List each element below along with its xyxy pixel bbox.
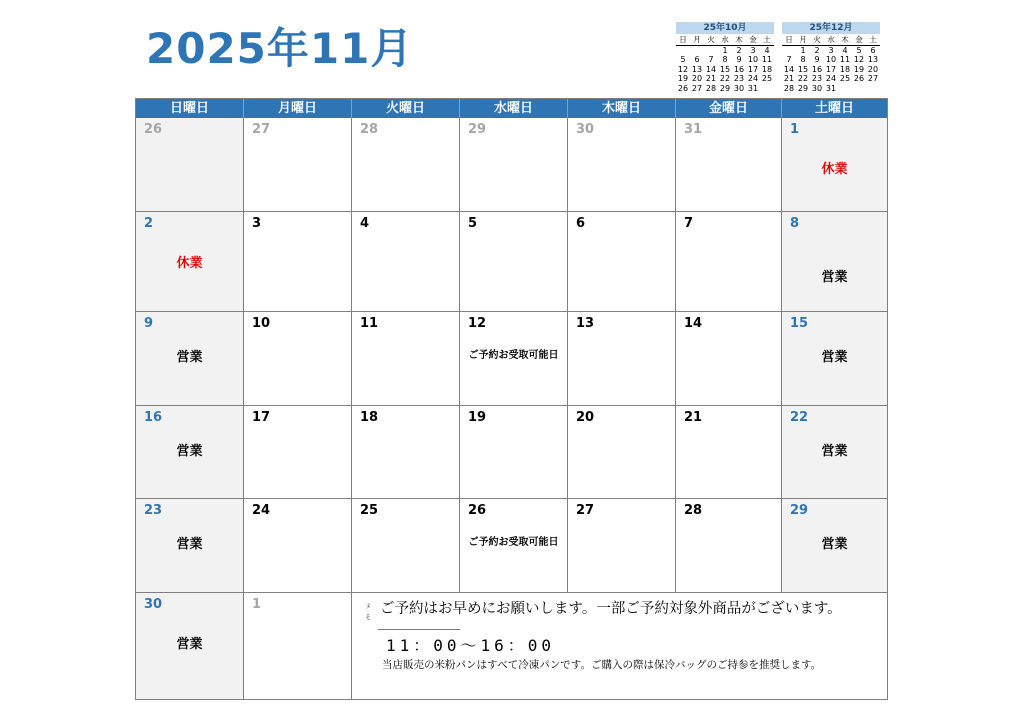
day-cell[interactable] xyxy=(460,499,568,593)
mini-day: 27 xyxy=(691,83,703,93)
mini-day xyxy=(782,46,796,56)
mini-calendar-label: 25年10月 xyxy=(676,22,774,34)
day-cell[interactable] xyxy=(136,118,244,212)
day-number: 23 xyxy=(144,503,163,518)
day-cell[interactable] xyxy=(136,212,244,312)
weekday-tue: 火曜日 xyxy=(352,99,460,118)
weekday-wed: 水曜日 xyxy=(460,99,568,118)
day-number: 25 xyxy=(360,503,379,518)
mini-day: 15 xyxy=(797,64,809,74)
mini-day: 19 xyxy=(853,64,865,74)
day-number: 8 xyxy=(790,216,800,231)
mini-weekday: 日 xyxy=(782,35,796,46)
day-cell[interactable] xyxy=(352,499,460,593)
mini-day: 2 xyxy=(814,45,820,55)
mini-weekday: 月 xyxy=(796,35,810,46)
day-cell[interactable] xyxy=(568,406,676,499)
pickup-note: ご予約お受取可能日 xyxy=(468,537,559,548)
mini-weekday: 水 xyxy=(718,35,732,46)
mini-day: 9 xyxy=(814,55,820,64)
day-cell[interactable] xyxy=(782,212,887,312)
mini-weekday: 水 xyxy=(824,35,838,46)
day-number: 1 xyxy=(790,122,800,137)
mini-day: 31 xyxy=(825,83,837,93)
day-cell[interactable] xyxy=(244,312,352,406)
day-cell[interactable] xyxy=(352,118,460,212)
day-number: 5 xyxy=(468,216,478,231)
mini-day: 22 xyxy=(719,74,731,83)
day-cell[interactable] xyxy=(244,212,352,312)
mini-day: 5 xyxy=(856,45,862,55)
mini-calendar-prev xyxy=(676,22,774,93)
mini-day: 23 xyxy=(811,74,823,83)
mini-day: 27 xyxy=(867,74,879,83)
mini-day xyxy=(838,84,852,94)
mini-day: 29 xyxy=(719,83,731,93)
day-number: 24 xyxy=(252,503,271,518)
mini-day xyxy=(704,46,718,56)
calendar-week-3 xyxy=(136,312,887,406)
day-status: 営業 xyxy=(176,350,203,365)
mini-day: 26 xyxy=(853,74,865,83)
day-cell[interactable] xyxy=(460,406,568,499)
mini-day: 4 xyxy=(842,45,848,55)
day-number: 13 xyxy=(576,316,595,331)
day-number: 22 xyxy=(790,410,809,425)
mini-day: 1 xyxy=(722,45,728,55)
mini-day: 14 xyxy=(705,64,717,74)
mini-day: 13 xyxy=(867,55,879,64)
mini-day: 5 xyxy=(680,55,686,64)
weekday-sun: 日曜日 xyxy=(136,99,244,118)
day-status: 営業 xyxy=(821,537,848,552)
calendar-week-1 xyxy=(136,118,887,212)
mini-weekday: 火 xyxy=(810,35,824,46)
mini-weekday: 金 xyxy=(746,35,760,46)
mini-day: 16 xyxy=(733,64,745,74)
day-number: 3 xyxy=(252,216,262,231)
memo-label: ﾒﾓ xyxy=(366,602,370,622)
mini-day: 20 xyxy=(691,74,703,83)
day-number: 14 xyxy=(684,316,703,331)
day-number: 26 xyxy=(468,503,487,518)
day-cell[interactable] xyxy=(568,118,676,212)
mini-day: 18 xyxy=(761,64,773,74)
mini-day: 23 xyxy=(733,74,745,83)
mini-day: 12 xyxy=(853,55,865,64)
day-status: 営業 xyxy=(821,350,848,365)
day-number: 7 xyxy=(684,216,694,231)
day-number: 15 xyxy=(790,316,809,331)
day-cell[interactable] xyxy=(676,212,782,312)
mini-weekday: 火 xyxy=(704,35,718,46)
mini-calendar-grid xyxy=(782,35,880,93)
mini-day: 15 xyxy=(719,64,731,74)
day-cell[interactable] xyxy=(244,118,352,212)
mini-weekday: 日 xyxy=(676,35,690,46)
mini-day: 10 xyxy=(825,55,837,64)
day-cell[interactable] xyxy=(460,118,568,212)
day-number: 26 xyxy=(144,122,163,137)
mini-day: 6 xyxy=(694,55,700,64)
mini-day: 17 xyxy=(747,64,759,74)
mini-day: 30 xyxy=(811,83,823,93)
day-status: 休業 xyxy=(821,162,848,177)
day-status: 営業 xyxy=(821,444,848,459)
day-cell[interactable] xyxy=(460,212,568,312)
day-number: 16 xyxy=(144,410,163,425)
mini-day: 11 xyxy=(839,55,851,64)
calendar-week-5 xyxy=(136,499,887,593)
day-number: 10 xyxy=(252,316,271,331)
day-cell[interactable] xyxy=(568,212,676,312)
day-number: 12 xyxy=(468,316,487,331)
mini-day: 24 xyxy=(747,74,759,83)
mini-day: 25 xyxy=(761,74,773,83)
day-number: 27 xyxy=(576,503,595,518)
day-cell[interactable] xyxy=(136,499,244,593)
weekday-sat: 土曜日 xyxy=(814,101,854,116)
mini-day: 21 xyxy=(783,74,795,83)
mini-day: 4 xyxy=(764,45,770,55)
mini-calendar-grid xyxy=(676,35,774,93)
calendar-week-4 xyxy=(136,406,887,499)
mini-weekday: 木 xyxy=(732,35,746,46)
day-number: 6 xyxy=(576,216,586,231)
day-status: 営業 xyxy=(176,637,203,652)
weekday-mon: 月曜日 xyxy=(244,99,352,118)
mini-weekday: 木 xyxy=(838,35,852,46)
mini-day: 16 xyxy=(811,64,823,74)
mini-day: 21 xyxy=(705,74,717,83)
day-number: 27 xyxy=(252,122,271,137)
memo-line-1: ご予約はお早めにお願いします。一部ご予約対象外商品がございます。 xyxy=(380,601,842,617)
mini-day: 1 xyxy=(800,45,806,55)
mini-day: 25 xyxy=(839,74,851,83)
memo-divider xyxy=(378,629,460,630)
day-cell[interactable] xyxy=(676,499,782,593)
mini-day: 12 xyxy=(677,64,689,74)
day-number: 9 xyxy=(144,316,154,331)
day-number: 30 xyxy=(576,122,595,137)
mini-day: 14 xyxy=(783,64,795,74)
day-cell[interactable] xyxy=(352,312,460,406)
memo-hours: 11：00～16：00 xyxy=(386,636,556,655)
mini-day: 20 xyxy=(867,64,879,74)
mini-day: 3 xyxy=(828,45,834,55)
day-number: 31 xyxy=(684,122,703,137)
mini-day: 29 xyxy=(797,83,809,93)
day-number: 1 xyxy=(252,597,262,612)
day-cell[interactable] xyxy=(352,212,460,312)
mini-day: 2 xyxy=(736,45,742,55)
mini-day: 30 xyxy=(733,83,745,93)
mini-day: 24 xyxy=(825,74,837,83)
day-status: 営業 xyxy=(176,444,203,459)
day-cell[interactable] xyxy=(244,499,352,593)
mini-day: 3 xyxy=(750,45,756,55)
mini-weekday: 土 xyxy=(866,35,880,46)
mini-day: 10 xyxy=(747,55,759,64)
day-cell[interactable] xyxy=(244,593,352,700)
day-cell[interactable] xyxy=(782,406,887,499)
page-title: 2025年11月 xyxy=(146,24,414,73)
month-calendar xyxy=(135,98,888,700)
day-cell[interactable] xyxy=(136,593,244,700)
mini-day: 7 xyxy=(786,55,792,64)
day-number: 29 xyxy=(468,122,487,137)
day-number: 2 xyxy=(144,216,154,231)
mini-day xyxy=(866,84,880,94)
mini-calendar-next xyxy=(782,22,880,93)
day-cell[interactable] xyxy=(782,312,887,406)
mini-day xyxy=(676,46,690,56)
calendar-week-6 xyxy=(136,593,887,700)
day-cell[interactable] xyxy=(676,118,782,212)
weekday-header xyxy=(136,99,887,118)
mini-day: 28 xyxy=(783,83,795,93)
day-number: 18 xyxy=(360,410,379,425)
mini-day: 13 xyxy=(691,64,703,74)
day-status: 営業 xyxy=(821,270,848,285)
mini-calendar-label: 25年12月 xyxy=(782,22,880,34)
day-number: 29 xyxy=(790,503,809,518)
weekday-thu: 木曜日 xyxy=(568,99,676,118)
mini-day: 7 xyxy=(708,55,714,64)
day-status: 営業 xyxy=(176,537,203,552)
day-number: 30 xyxy=(144,597,163,612)
day-number: 28 xyxy=(360,122,379,137)
day-status: 休業 xyxy=(176,256,203,271)
calendar-week-2 xyxy=(136,212,887,312)
weekday-fri: 金曜日 xyxy=(676,99,782,118)
day-cell[interactable] xyxy=(136,406,244,499)
mini-day: 8 xyxy=(800,55,806,64)
day-cell[interactable] xyxy=(568,312,676,406)
mini-weekday: 金 xyxy=(852,35,866,46)
memo-line-3: 当店販売の米粉パンはすべて冷凍パンです。ご購入の際は保冷バッグのご持参を推奨します。 xyxy=(382,659,822,671)
day-cell[interactable] xyxy=(676,312,782,406)
day-number: 19 xyxy=(468,410,487,425)
day-cell[interactable] xyxy=(782,499,887,593)
mini-weekday: 月 xyxy=(690,35,704,46)
day-number: 17 xyxy=(252,410,271,425)
day-number: 11 xyxy=(360,316,379,331)
day-number: 28 xyxy=(684,503,703,518)
mini-day: 8 xyxy=(722,55,728,64)
mini-day xyxy=(760,84,774,94)
day-cell[interactable] xyxy=(136,312,244,406)
mini-day: 22 xyxy=(797,74,809,83)
mini-day: 17 xyxy=(825,64,837,74)
mini-day: 11 xyxy=(761,55,773,64)
day-cell[interactable] xyxy=(352,406,460,499)
mini-day xyxy=(852,84,866,94)
pickup-note: ご予約お受取可能日 xyxy=(468,350,559,361)
mini-weekday: 土 xyxy=(760,35,774,46)
mini-day xyxy=(690,46,704,56)
day-cell[interactable] xyxy=(782,118,887,212)
day-number: 4 xyxy=(360,216,370,231)
day-cell[interactable] xyxy=(676,406,782,499)
day-cell[interactable] xyxy=(460,312,568,406)
mini-day: 31 xyxy=(747,83,759,93)
mini-day: 9 xyxy=(736,55,742,64)
mini-day: 19 xyxy=(677,74,689,83)
day-cell[interactable] xyxy=(244,406,352,499)
day-number: 21 xyxy=(684,410,703,425)
mini-day: 26 xyxy=(677,83,689,93)
day-number: 20 xyxy=(576,410,595,425)
mini-day: 18 xyxy=(839,64,851,74)
day-cell[interactable] xyxy=(568,499,676,593)
mini-day: 6 xyxy=(870,45,876,55)
mini-day: 28 xyxy=(705,83,717,93)
